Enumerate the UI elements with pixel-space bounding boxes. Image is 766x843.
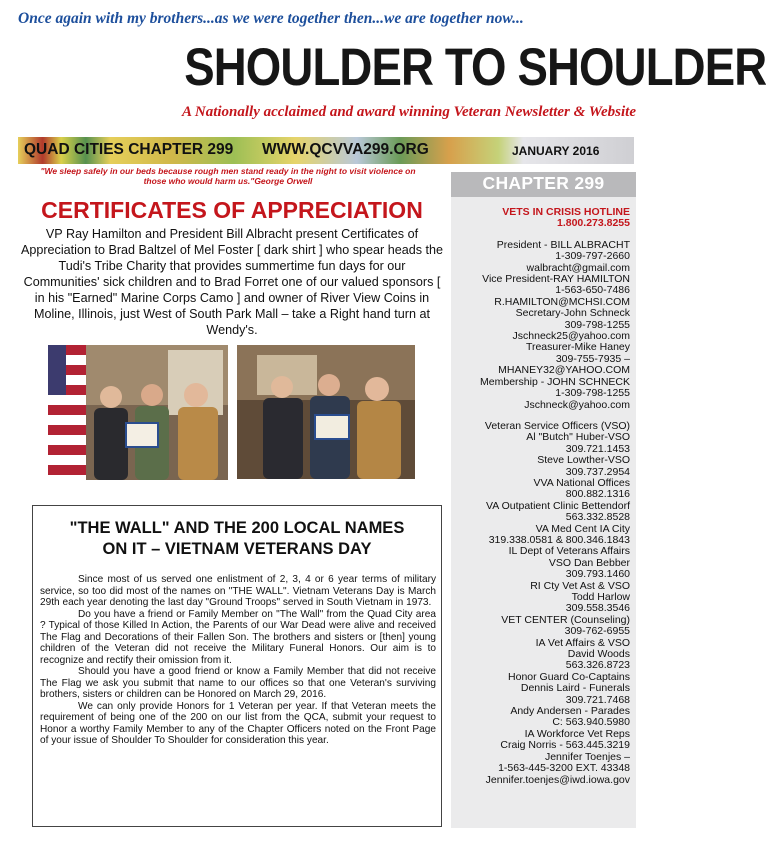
- officer-contact-line[interactable]: 309-798-1255: [564, 318, 630, 331]
- service-contact-line: Andy Andersen - Parades: [510, 705, 630, 718]
- wall-paragraph: Do you have a friend or Family Member on "The Wall" from the Quad City area ? Typical of those Killed In Action, the Parents of our War Dead were alive and received The Flag and Decorations of their Fallen Son. The brothers and sisters or [then] young children of the Veteran did not receive the Military Funeral Honors. Our aim is to recognize and rectify their omission from it.: [40, 608, 436, 666]
- award-photo-left-image: [48, 345, 228, 480]
- hotline-number[interactable]: 1.800.273.8255: [557, 217, 630, 230]
- service-contact-line: IL Dept of Veterans Affairs: [508, 545, 630, 558]
- service-contact-line: Honor Guard Co-Captains: [508, 670, 630, 683]
- wall-headline-line1: "THE WALL" AND THE 200 LOCAL NAMES: [69, 519, 405, 537]
- service-contact-line: RI Cty Vet Ast & VSO: [530, 579, 630, 592]
- service-contact-line[interactable]: 309-762-6955: [564, 625, 630, 638]
- officer-contact-line[interactable]: Jschneck25@yahoo.com: [512, 330, 630, 343]
- officer-contact-line[interactable]: R.HAMILTON@MCHSI.COM: [494, 295, 630, 308]
- service-contact-line[interactable]: 563.326.8723: [565, 659, 630, 672]
- service-contact-line[interactable]: 309.721.7468: [565, 693, 630, 706]
- website-link[interactable]: WWW.QCVVA299.ORG: [262, 141, 429, 158]
- wall-paragraph: Since most of us served one enlistment of 2, 3, 4 or 6 year terms of military service, so too did most of the names on "THE WALL". Vietnam Veterans Day is March 29th each year denoting the last day "Ground Troops" served in South Vietnam in 1973.: [40, 574, 436, 608]
- service-contact-line[interactable]: C: 563.940.5980: [552, 716, 630, 729]
- service-contact-line[interactable]: Craig Norris - 563.445.3219: [500, 739, 630, 752]
- chapter-name: QUAD CITIES CHAPTER 299: [24, 141, 234, 158]
- award-photo-right-image: [237, 345, 415, 479]
- service-list: [452, 421, 630, 786]
- certificates-headline: CERTIFICATES OF APPRECIATION: [41, 197, 423, 223]
- hotline-label: VETS IN CRISIS HOTLINE: [502, 206, 630, 218]
- service-contact-line: IA Workforce Vet Reps: [524, 727, 630, 740]
- award-photo-left: [48, 345, 228, 480]
- masthead-title: SHOULDER TO SHOULDER: [184, 38, 766, 97]
- award-photo-right: [237, 345, 415, 479]
- officer-contact-line: President - BILL ALBRACHT: [496, 238, 630, 251]
- service-contact-line: Todd Harlow: [571, 591, 630, 603]
- orwell-quote: "We sleep safely in our beds because rough men stand ready in the night to visit violence on those who would harm us."George Orwell: [40, 166, 416, 186]
- service-contact-line: IA Vet Affairs & VSO: [535, 636, 630, 649]
- service-contact-line: Al "Butch" Huber-VSO: [526, 431, 630, 444]
- officer-contact-line[interactable]: 1-309-797-2660: [555, 250, 630, 263]
- service-contact-line: David Woods: [567, 648, 630, 661]
- service-contact-line: VA Outpatient Clinic Bettendorf: [486, 499, 630, 512]
- service-contact-line: Dennis Laird - Funerals: [520, 682, 630, 695]
- wall-body: [40, 574, 436, 747]
- officer-contact-line[interactable]: 309-755-7935 –: [555, 352, 630, 365]
- service-contact-line: VET CENTER (Counseling): [501, 613, 630, 626]
- service-contact-line[interactable]: 800.882.1316: [565, 488, 630, 501]
- sidebar-heading: CHAPTER 299: [482, 173, 605, 193]
- officer-contact-line: Treasurer-Mike Haney: [525, 341, 630, 354]
- officer-contact-line[interactable]: 1-309-798-1255: [555, 387, 630, 400]
- service-contact-line[interactable]: 309.737.2954: [565, 465, 630, 478]
- service-contact-line: VA Med Cent IA City: [535, 522, 630, 535]
- service-contact-line[interactable]: 309.721.1453: [565, 442, 630, 455]
- certificates-body: VP Ray Hamilton and President Bill Albracht present Certificates of Appreciation to Brad Baltzel of Mel Foster [ dark shirt ] who spear heads the Tudi's Tribe Charity that provides summertime fun days for our Communities' sick children and to Brad Forret one of our valued sponsors [ in his "Earned" Marine Corps Camo ] and owner of River View Coins in Moline, Illinois, just West of South Park Mall – take a Right hand turn at Wendy's.: [20, 227, 444, 337]
- officer-contact-line: Membership - JOHN SCHNECK: [480, 375, 630, 388]
- officer-contact-line[interactable]: walbracht@gmail.com: [526, 261, 630, 274]
- service-contact-line[interactable]: 319.338.0581 & 800.346.1843: [488, 533, 630, 546]
- officer-contact-line[interactable]: Jschneck@yahoo.com: [524, 398, 630, 411]
- wall-paragraph: Should you have a good friend or know a Family Member that did not receive The Flag we ask you submit that name to our offices so that one Veteran's surviving brothers, sisters or children can be Honored on March 29, 2016.: [40, 666, 436, 700]
- service-contact-line: VVA National Offices: [533, 476, 630, 489]
- officer-contact-line[interactable]: MHANEY32@YAHOO.COM: [498, 364, 630, 377]
- wall-headline: [40, 518, 434, 560]
- service-contact-line: VSO Dan Bebber: [548, 556, 630, 569]
- service-contact-line[interactable]: 309.793.1460: [565, 568, 630, 581]
- service-contact-line[interactable]: 563.332.8528: [565, 511, 630, 524]
- wall-paragraph: We can only provide Honors for 1 Veteran per year. If that Veteran meets the requirement of being one of the 200 on our list from the QCA, submit your request to Honor a worthy Family Member to any of the Chapter Officers noted on the Front Page of your issue of Shoulder To Shoulder for consideration this year.: [40, 700, 436, 746]
- masthead-subtitle: A Nationally acclaimed and award winning Veteran Newsletter & Website: [181, 104, 636, 120]
- tagline: Once again with my brothers...as we were together then...we are together now...: [18, 10, 524, 27]
- service-contact-line: Veteran Service Officers (VSO): [484, 419, 630, 432]
- sidebar-contacts: [452, 207, 630, 786]
- officer-list: [452, 240, 630, 411]
- service-contact-line: Steve Lowther-VSO: [537, 454, 630, 467]
- service-contact-line[interactable]: Jennifer.toenjes@iwd.iowa.gov: [485, 773, 630, 786]
- officer-contact-line: Secretary-John Schneck: [515, 307, 630, 320]
- wall-headline-line2: ON IT – VIETNAM VETERANS DAY: [102, 540, 372, 558]
- issue-date: JANUARY 2016: [512, 144, 600, 158]
- officer-contact-line: Vice President-RAY HAMILTON: [482, 273, 630, 286]
- service-contact-line[interactable]: 1-563-445-3200 EXT. 43348: [498, 762, 630, 775]
- officer-contact-line[interactable]: 1-563-650-7486: [555, 284, 630, 297]
- service-contact-line[interactable]: 309.558.3546: [565, 602, 630, 615]
- service-contact-line: Jennifer Toenjes –: [544, 750, 630, 763]
